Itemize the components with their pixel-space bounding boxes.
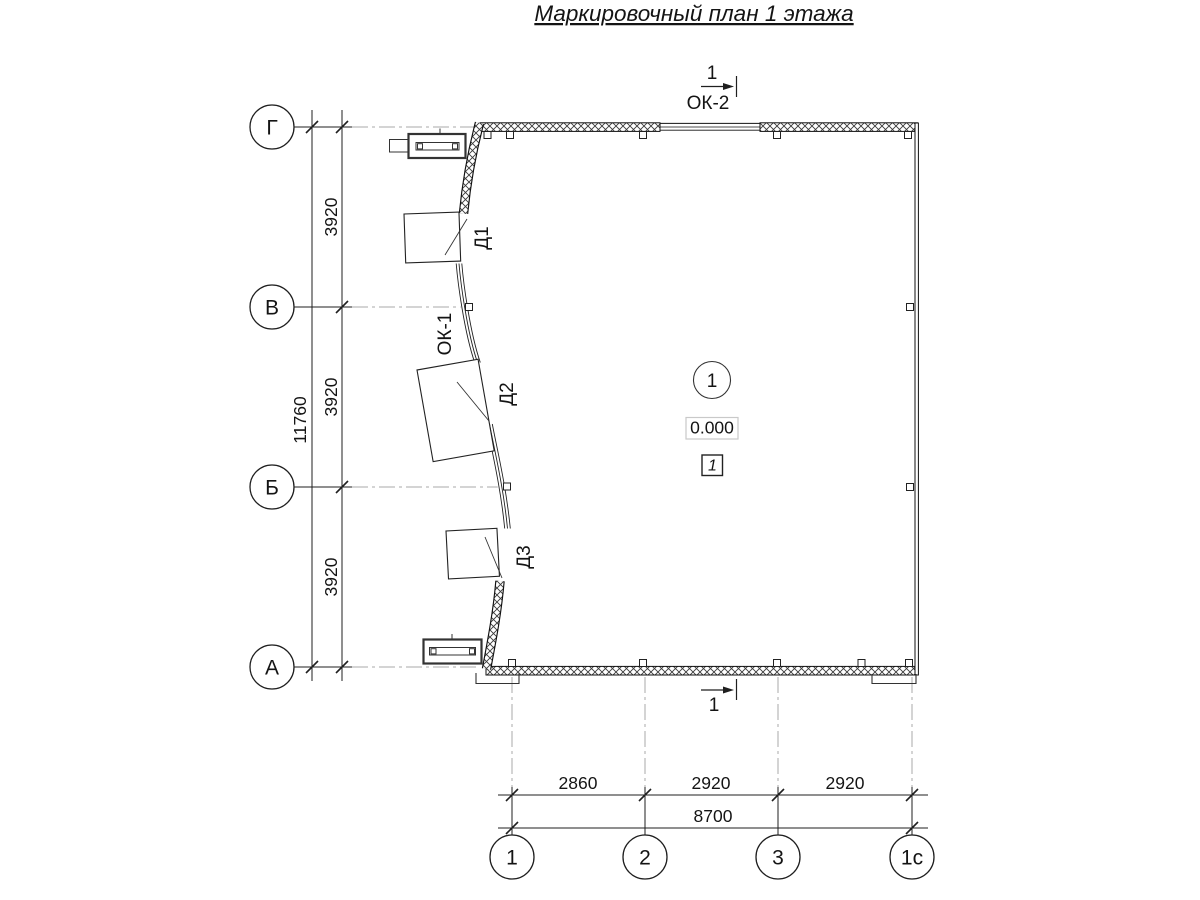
- wall-left-curve-bottom: [487, 581, 501, 669]
- axis-label-row-b: Б: [265, 476, 279, 500]
- dim-left-total: 11760: [290, 396, 310, 444]
- room-markers: [686, 362, 738, 476]
- door-d2-label: Д2: [497, 382, 518, 406]
- axis-label-row-v: В: [264, 296, 280, 320]
- dim-left-segment-1: 3920: [321, 197, 341, 237]
- section-top-arrowhead: [723, 83, 734, 90]
- dim-bottom-total: 8700: [693, 806, 733, 826]
- radiator-bottom: [424, 634, 482, 664]
- dim-bottom-segment-1: 2860: [558, 773, 598, 793]
- axis-label-col-1: 1: [506, 846, 518, 870]
- door-d1-leaf: [404, 212, 467, 263]
- dimension-labels: [290, 197, 865, 826]
- dim-left-segment-3: 3920: [321, 557, 341, 597]
- window-ok2-glazing: [660, 123, 760, 130]
- page-title: Маркировочный план 1 этажа: [534, 1, 854, 26]
- dim-bottom-segment-3: 2920: [825, 773, 865, 793]
- door-d3-leaf: [446, 528, 502, 579]
- room-number: 1: [706, 371, 718, 392]
- wall-right: [915, 123, 918, 675]
- section-mark-bottom: [701, 679, 737, 716]
- section-mark-top: [687, 63, 737, 114]
- door-d1-label: Д1: [472, 226, 493, 250]
- door-d3-label: Д3: [514, 545, 535, 569]
- dim-left-segment-2: 3920: [321, 377, 341, 417]
- axis-label-col-3: 3: [772, 846, 784, 870]
- section-bottom-arrowhead: [723, 687, 734, 694]
- walls: [464, 123, 919, 675]
- wall-top-left: [480, 123, 660, 132]
- axis-label-row-g: Г: [266, 116, 278, 140]
- window-ok1-label: ОК-1: [435, 312, 456, 356]
- window-ok1-upper: [456, 264, 480, 363]
- axis-bubbles: [250, 105, 934, 879]
- section-bottom-number: 1: [708, 695, 720, 716]
- door-d2-leaf: [417, 359, 494, 461]
- window-ok2-label: ОК-2: [686, 93, 730, 114]
- axis-label-row-a: А: [264, 656, 280, 680]
- axis-label-col-1c: 1с: [900, 846, 924, 870]
- section-top-number: 1: [706, 63, 718, 84]
- zone-number: 1: [708, 457, 717, 475]
- radiator-top: [390, 129, 466, 159]
- doors: [404, 212, 502, 579]
- dim-bottom-segment-2: 2920: [691, 773, 731, 793]
- wall-top-right: [760, 123, 918, 132]
- axis-label-col-2: 2: [639, 846, 651, 870]
- wall-axis-markers: [466, 132, 917, 684]
- elevation-value: 0.000: [690, 417, 734, 438]
- wall-bottom: [486, 666, 918, 675]
- dimension-lines: [294, 110, 928, 836]
